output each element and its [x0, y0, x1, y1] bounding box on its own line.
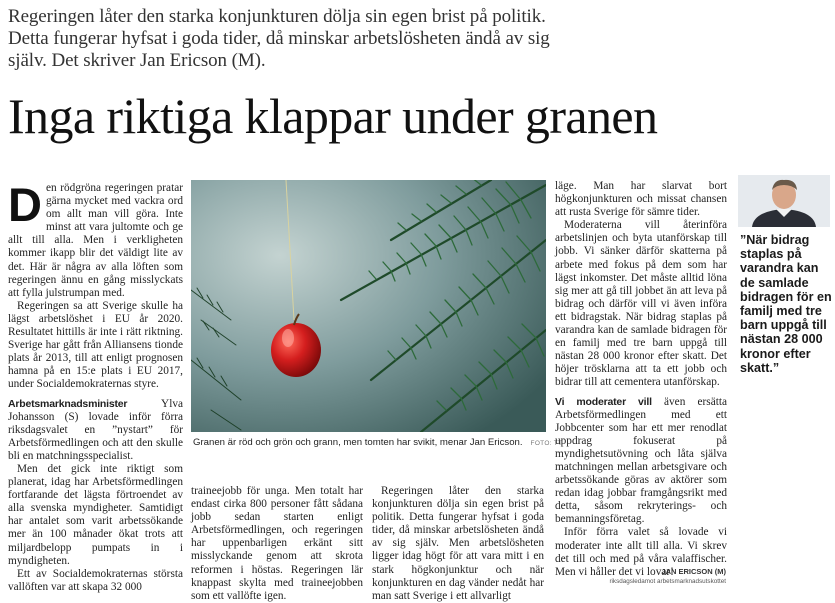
paragraph: Den rödgröna regeringen pratar gärna mycket med vackra ord om allt man vill göra. Inte minst att vara jultomte och ge allt till alla. Men i verkligheten kommer ikapp blir det väldigt lite av det. Här är några av alla löften som regeringen ännu en gång misslyckats att fylla julstrumpan med.	[8, 178, 183, 299]
paragraph: Vi moderater vill även ersätta Arbetsförmedlingen med ett Jobbcenter som har ett mer renodlat uppdrag fokuserat på myndighetsutövning och låta själva matchningen mellan arbetsgivare och arbetssökande göras av aktörer som redan idag jobbar framgångsrikt med detta, såsom rekryterings- och bemanningsföretag.	[555, 395, 727, 526]
author-name: JAN ERICSON (M)	[661, 567, 726, 576]
christmas-tree-photo	[191, 180, 546, 432]
paragraph: Moderaterna vill återinföra arbetslinjen och byta utanförskap till jobb. Vi sänker därför skatterna på arbete med fokus på dem som har lägst inkomster. Det måste alltid löna sig mer att gå till jobbet än att leva på bidrag och därför vill vi även införa ett bidragstak. När bidrag staplas på varandra kan de samlade bidragen för en familj med tre barn uppgå till nästan 28 000 kronor efter skatt. Det höjer trösklarna att ta ett jobb och bidrar till att cementera utanförskap.	[555, 219, 727, 389]
byline	[558, 567, 726, 587]
pull-quote: ”När bidrag staplas på varandra kan de samlade bidragen för en familj med tre barn uppgå till nästan 28 000 kronor efter skatt.”	[740, 233, 832, 375]
ingress-line: Regeringen låter den starka konjunkturen dölja sin egen brist på politik.	[8, 6, 546, 27]
photo-caption: Granen är röd och grön och grann, men tomten har svikit, menar Jan Ericson. FOTO: TT	[193, 437, 563, 448]
paragraph: Ett av Socialdemokraternas största vallöften var att skapa 32 000	[8, 567, 183, 593]
ingress-line: själv. Det skriver Jan Ericson (M).	[8, 50, 266, 71]
paragraph: Regeringen låter den starka konjunkturen dölja sin egen brist på politik. Detta fungerar hyfsat i goda tider, då minskar arbetslösheten ändå av sig själv. Men arbetslösheten ligger idag högt för att vara mitt i en stark högkonjunktur och när konjunkturen en dag vänder nedåt har man satt Sverige i ett allvarligt	[372, 485, 544, 602]
lead-in: Arbetsmarknadsminister	[8, 397, 128, 410]
article-column-1	[8, 178, 183, 594]
author-portrait	[738, 175, 830, 227]
paragraph: traineejobb för unga. Men totalt har endast cirka 800 personer fått sådana jobb sedan starten enligt Arbetsförmedlingen, och regeringen har uppenbarligen erkänt sitt misslyckande genom att skrota reformen i höstas. Regeringen lär knappast skylta med traineejobben som ett vallöfte igen.	[191, 485, 363, 602]
article-column-4	[555, 180, 727, 579]
paragraph: Arbetsmarknadsminister Ylva Johansson (S) lovade inför förra riksdagsvalet en ”nystart” för Arbetsförmedlingen och att den skulle bli en matchningsspecialist.	[8, 397, 183, 462]
article-column-3	[372, 485, 544, 603]
paragraph: Inför förra valet så lovade vi moderater inte allt till alla. Vi skrev det till och med på våra valaffischer. Men vi håller det vi lovar!	[555, 526, 727, 578]
photo-credit: FOTO: TT	[530, 440, 563, 447]
paragraph: läge. Man har slarvat bort högkonjunkturen och missat chansen att rusta Sverige för sämre tider.	[555, 180, 727, 219]
headline: Inga riktiga klappar under granen	[8, 88, 658, 144]
author-role: riksdagsledamot arbetsmarknadsutskottet	[609, 578, 726, 585]
lead-in: Vi moderater vill	[555, 395, 652, 408]
article-column-2	[191, 485, 363, 603]
ingress	[8, 6, 608, 72]
drop-cap: D	[8, 178, 42, 231]
ingress-line: Detta fungerar hyfsat i goda tider, då minskar arbetslösheten ändå av sig	[8, 28, 550, 49]
paragraph: Regeringen sa att Sverige skulle ha lägst arbetslöshet i EU år 2020. Resultatet hittills är inte i rätt riktning. Sverige har gått från Alliansens tionde plats år 2013, till att enligt prognosen hamna på en 15:e plats i EU 2017, under Socialdemokraternas styre.	[8, 299, 183, 391]
paragraph: Men det gick inte riktigt som planerat, idag har Arbetsförmedlingen fortfarande det lägsta förtroendet av alla svenska myndigheter. Samtidigt har antalet som varit arbetssökande mer än 100 månader ökat trots att miljardbelopp pumpats in i myndigheten.	[8, 462, 183, 567]
